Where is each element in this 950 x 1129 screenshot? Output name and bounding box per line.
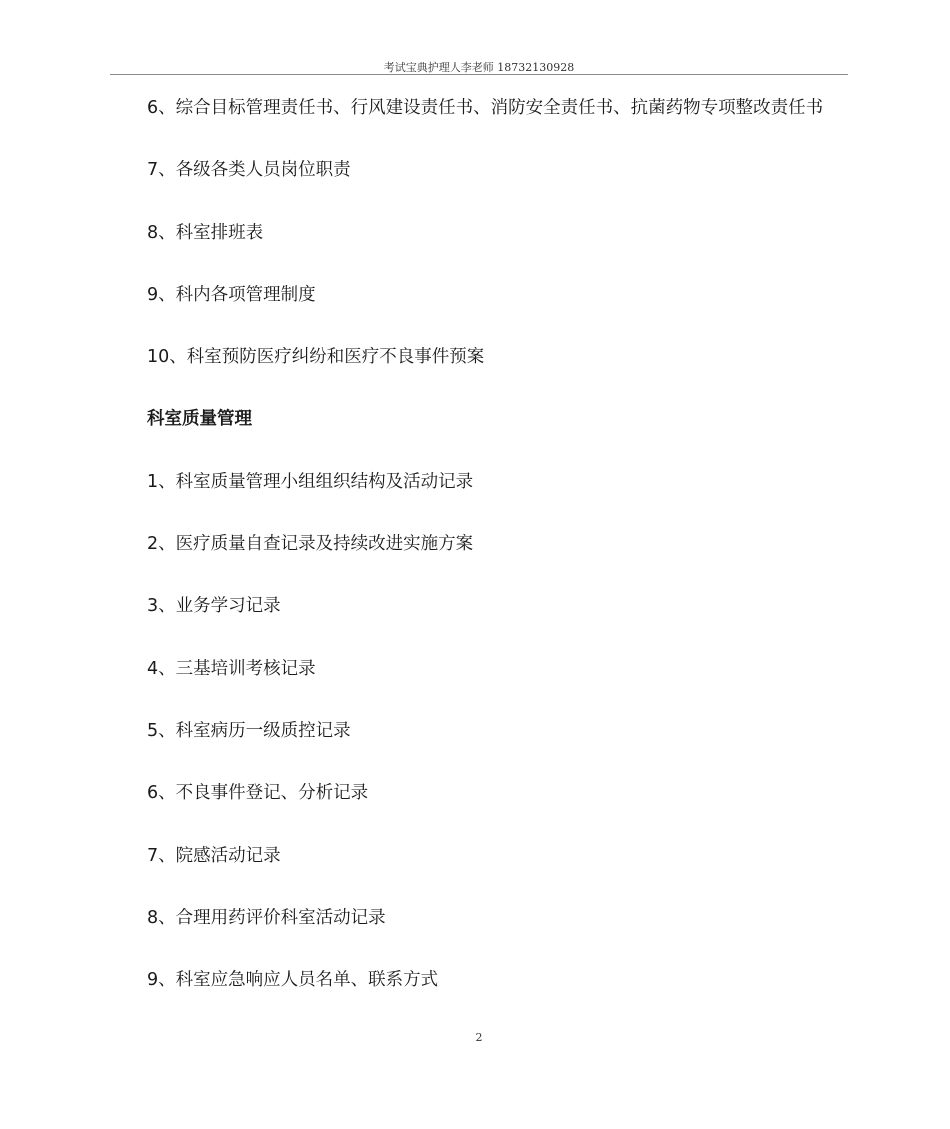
list-item: 7、各级各类人员岗位职责 [147, 160, 351, 181]
list-item: 4、三基培训考核记录 [147, 658, 316, 679]
list-item: 8、科室排班表 [147, 222, 264, 243]
list-item: 1、科室质量管理小组组织结构及活动记录 [147, 471, 474, 492]
list-item: 3、业务学习记录 [147, 596, 281, 617]
list-item: 6、综合目标管理责任书、行风建设责任书、消防安全责任书、抗菌药物专项整改责任书 [147, 98, 824, 118]
page-number: 2 [475, 1031, 483, 1044]
list-item: 9、科内各项管理制度 [147, 284, 316, 305]
list-item: 2、医疗质量自查记录及持续改进实施方案 [147, 534, 474, 555]
list-item: 9、科室应急响应人员名单、联系方式 [147, 970, 439, 991]
list-item: 8、合理用药评价科室活动记录 [147, 907, 386, 928]
document-body [147, 93, 847, 1027]
list-item: 10、科室预防医疗纠纷和医疗不良事件预案 [147, 347, 485, 368]
section-heading: 科室质量管理 [147, 409, 252, 430]
list-item: 7、院感活动记录 [147, 845, 281, 866]
page-header [110, 56, 848, 75]
header-text: 考试宝典护理人李老师 18732130928 [383, 61, 575, 74]
list-item: 5、科室病历一级质控记录 [147, 720, 351, 741]
list-item: 6、不良事件登记、分析记录 [147, 783, 369, 804]
